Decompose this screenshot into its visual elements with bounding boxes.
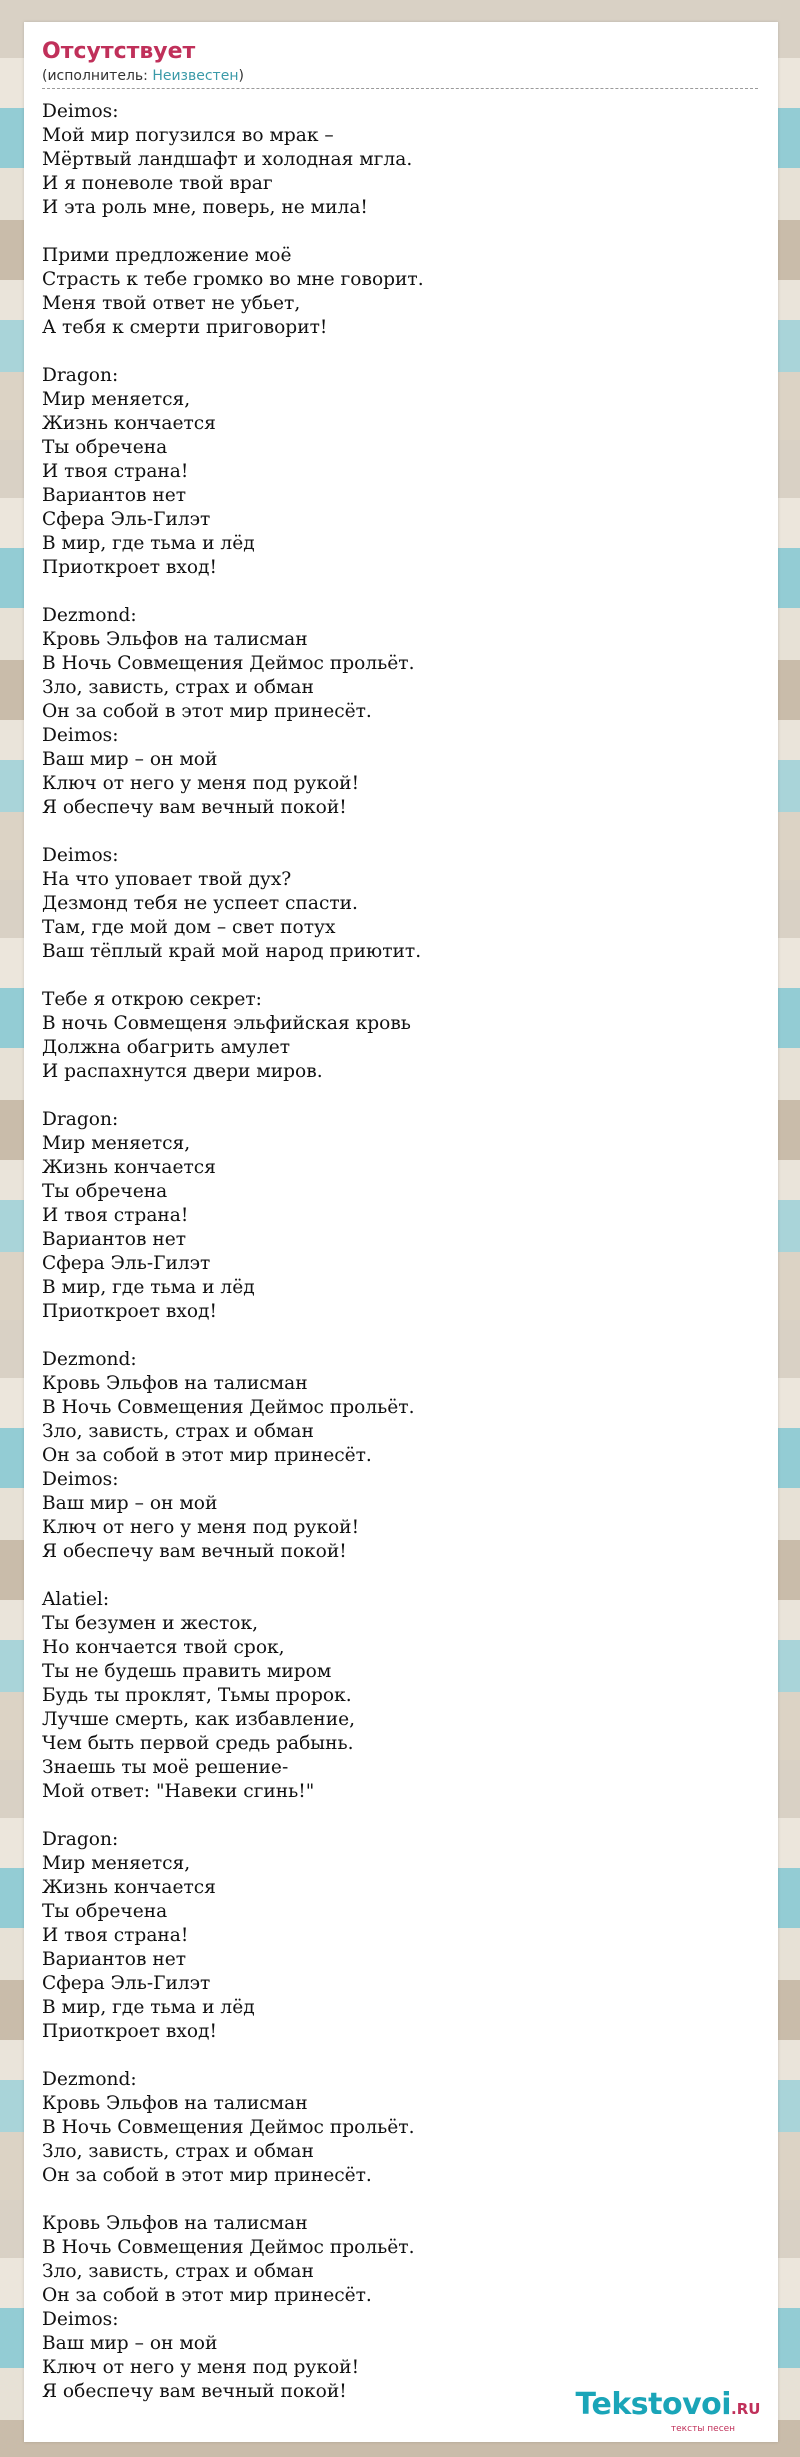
site-logo[interactable] xyxy=(568,2388,768,2434)
logo-brand xyxy=(568,2388,768,2426)
artist-suffix: ) xyxy=(238,68,244,84)
song-title: Отсутствует xyxy=(42,39,196,64)
content-panel xyxy=(24,22,778,2442)
logo-brand-name: Tekstovoi xyxy=(575,2387,732,2422)
artist-byline xyxy=(42,66,758,89)
lyrics-text: Deimos: Мой мир погузился во мрак – Мёртвый ландшафт и холодная мгла. И я поневоле твой враг И эта роль мне, поверь, не мила! Прими предложение моё Страсть к тебе громко во мне говорит. Меня твой ответ не убьет, А тебя к смерти приговорит! Dragon: Мир меняется, Жизнь кончается Ты обречена И твоя страна! Вариантов нет Сфера Эль-Гилэт В мир, где тьма и лёд Приоткроет вход! Dezmond: Кровь Эльфов на талисман В Ночь Совмещения Деймос прольёт. Зло, зависть, страх и обман Он за собой в этот мир принесёт. Deimos: Ваш мир – он мой Ключ от него у меня под рукой! Я обеспечу вам вечный покой! Deimos: На что уповает твой дух? Дезмонд тебя не успеет спасти. Там, где мой дом – свет потух Ваш тёплый край мой народ приютит. Тебе я открою секрет: В ночь Совмещеня эльфийская кровь Должна обагрить амулет И распахнутся двери миров. Dragon: Мир меняется, Жизнь кончается Ты обречена И твоя страна! Вариантов нет Сфера Эль-Гилэт В мир, где тьма и лёд Приоткроет вход! Dezmond: Кровь Эльфов на талисман В Ночь Совмещения Деймос прольёт. Зло, зависть, страх и обман Он за собой в этот мир принесёт. Deimos: Ваш мир – он мой Ключ от него у меня под рукой! Я обеспечу вам вечный покой! Alatiel: Ты безумен и жесток, Но кончается твой срок, Ты не будешь править миром Будь ты проклят, Тьмы пророк. Лучше смерть, как избавление, Чем быть первой средь рабынь. Знаешь ты моё решение- Мой ответ: "Навеки сгинь!" Dragon: Мир меняется, Жизнь кончается Ты обречена И твоя страна! Вариантов нет Сфера Эль-Гилэт В мир, где тьма и лёд Приоткроет вход! Dezmond: Кровь Эльфов на талисман В Ночь Совмещения Деймос прольёт. Зло, зависть, страх и обман Он за собой в этот мир принесёт. Кровь Эльфов на талисман В Ночь Совмещения Деймос прольёт. Зло, зависть, страх и обман Он за собой в этот мир принесёт. Deimos: Ваш мир – он мой Ключ от него у меня под рукой! Я обеспечу вам вечный покой! xyxy=(42,101,424,2402)
logo-tld: .RU xyxy=(731,2400,761,2418)
artist-prefix: (исполнитель: xyxy=(42,68,153,84)
artist-link[interactable]: Неизвестен xyxy=(152,68,239,84)
song-header xyxy=(42,38,758,89)
logo-tagline: тексты песен xyxy=(670,2424,736,2434)
